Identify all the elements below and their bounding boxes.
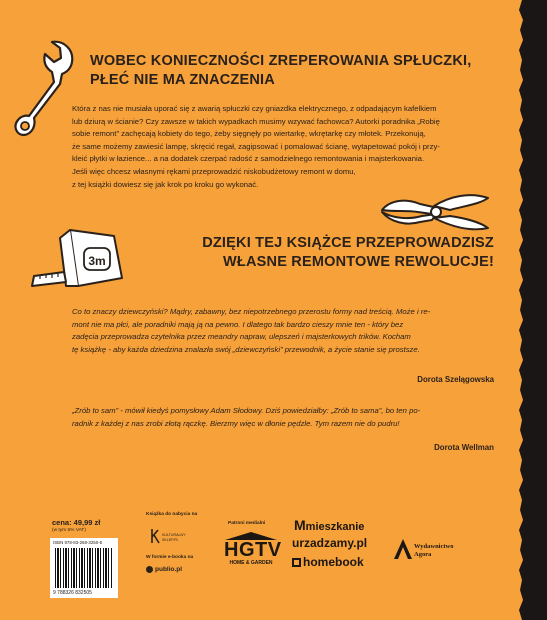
wrench-icon (14, 38, 76, 138)
k-logo-icon (150, 528, 160, 544)
ebook-label: W formie e-booka na (146, 555, 194, 560)
intro-paragraph: Która z nas nie musiała uporać się z awarią spłuczki czy gniazdka elektrycznego, z odpadającym kafelkiem lub dziurą w ścianie? Czy zawsze w takich wypadkach musimy wzywać fachowca? Autorki poradnika „Robię sobie remont” zachęcają kobiety do tego, żeby sięgnęły po wiertarkę, wkrętarkę czy młotek. Przekonują, że same możemy zawiesić lampę, skręcić regał, zagipsować i pomalować ścianę, wytapetować pokój i przy- kleić płytki w łazience... a na dodatek czerpać radość z samodzielnego remontowania i majsterkowania. Jeśli więc chcesz własnymi rękami przeprowadzić niskobudżetowy remont w domu, z tej książki dowiesz się jak krok po kroku go wykonać. (72, 104, 440, 189)
publisher-name: Wydawnictwo Agora (414, 543, 454, 558)
isbn-text: ISBN 978-83-268-3250-5 (53, 540, 103, 545)
patrons-label: Patroni medialni (228, 521, 266, 526)
heading-renovation-revolutions: DZIĘKI TEJ KSIĄŻCE PRZEPROWADZISZ WŁASNE REMONTOWE REWOLUCJE! (202, 235, 494, 270)
mieszkanie-logo: Mmieszkanie (294, 517, 365, 533)
quote-wellman: „Zrób to sam” - mówił kiedyś pomysłowy Adam Słodowy. Dziś powiedziałby: „Zrób to sama”, bo ten po- radnik z każdej z nas zrobi złotą rączkę. Bierzmy więc w dłonie pędzle. Tym razem nie do pudru! (72, 406, 421, 428)
spine-edge (518, 0, 547, 620)
tape-measure-icon (30, 222, 128, 300)
signature-wellman: Dorota Wellman (434, 443, 494, 452)
barcode-bars (55, 548, 113, 588)
price-label: cena: 49,99 zł (52, 518, 101, 527)
signature-szelagowska: Dorota Szelągowska (417, 375, 494, 384)
price-vat: (w tym 5% VAT) (52, 528, 86, 533)
price-block (52, 518, 100, 533)
agora-logo-icon (392, 538, 414, 560)
urzadzamy-logo: urzadzamy.pl (292, 536, 368, 550)
publio-logo: publio.pl (146, 566, 182, 573)
homebook-logo: homebook (292, 555, 364, 569)
back-cover: WOBEC KONIECZNOŚCI ZREPEROWANIA SPŁUCZKI, PŁEĆ NIE MA ZNACZENIA Która z nas nie musiała uporać się z awarią spłuczki czy gniazdka elektrycznego, z odpadającym kafelkiem lub dziurą w ścianie? Czy zawsze w takich wypadkach musimy wzywać fachowca? Autorki poradnika „Robię sobie remont” zachęcają kobiety do tego, żeby sięgnęły po wiertarkę, wkrętarkę czy młotek. Przekonują, że same możemy zawiesić lampę, skręcić regał, zagipsować i pomalować ścianę, wytapetować pokój i przy- kleić płytki w łazience... a na dodatek czerpać radość z samodzielnego remontowania i majsterkowania. Jeśli więc chcesz własnymi rękami przeprowadzić niskobudżetowy remont w domu, z tej książki dowiesz się jak krok po kroku go wykonać. 3m DZIĘKI TEJ KSIĄŻCE PRZEPROWADZISZ WŁASNE REMONTOWE REWOLUCJE! Co to znaczy dziewczyński? Mądry, zabawny, bez niepotrzebnego przerostu formy nad treścią. Może i re- mont nie ma płci, ale poradniki mają ją na pewno. I dlatego tak bardzo cieszy mnie ten - który bez zadęcia przeprowadza czytelnika przez meandry napraw, ulepszeń i majsterkowych trików. Kocham tę książkę - aby każda dziedzina znalazła swój „dziewczyński” przewodnik, a życie stanie się prostsze. Dorota Szelągowska „Zrób to sam” - mówił kiedyś pomysłowy Adam Słodowy. Dziś powiedziałby: „Zrób to sama”, bo ten po- radnik z każdej z nas zrobi złotą rączkę. Bierzmy więc w dłonie pędzle. Tym razem nie do pudru! Dorota Wellman cena: 49,99 zł (w tym 5% VAT) ISBN 978-83-268-3250-5 9 788326 832505 Książka do nabycia na KULTURALNY SKLEP.PL W formie e-booka na publio.pl Patroni medialni HGTV HOME & GARDEN Mmieszkanie urzadzamy.pl homebook Wydawnictwo Agora (0, 0, 518, 620)
barcode (50, 538, 118, 598)
hgtv-logo: HGTV HOME & GARDEN (224, 532, 278, 566)
barcode-digits: 9 788326 832505 (53, 590, 92, 596)
quote-szelagowska: Co to znaczy dziewczyński? Mądry, zabawny, bez niepotrzebnego przerostu formy nad treścią. Może i re- mont nie ma płci, ale poradniki mają ją na pewno. I dlatego tak bardzo cieszy mnie ten - który bez zadęcia przeprowadza czytelnika przez meandry napraw, ulepszeń i majsterkowych trików. Kocham tę książkę - aby każda dziedzina znalazła swój „dziewczyński” przewodnik, a życie stanie się prostsze. (72, 307, 431, 354)
publio-icon (146, 566, 153, 573)
available-label: Książka do nabycia na (146, 512, 198, 517)
tape-label: 3m (88, 254, 106, 268)
heading-gender-does-not-matter: WOBEC KONIECZNOŚCI ZREPEROWANIA SPŁUCZKI, PŁEĆ NIE MA ZNACZENIA (90, 53, 472, 88)
homebook-icon (292, 558, 301, 567)
pliers-icon (380, 188, 492, 236)
